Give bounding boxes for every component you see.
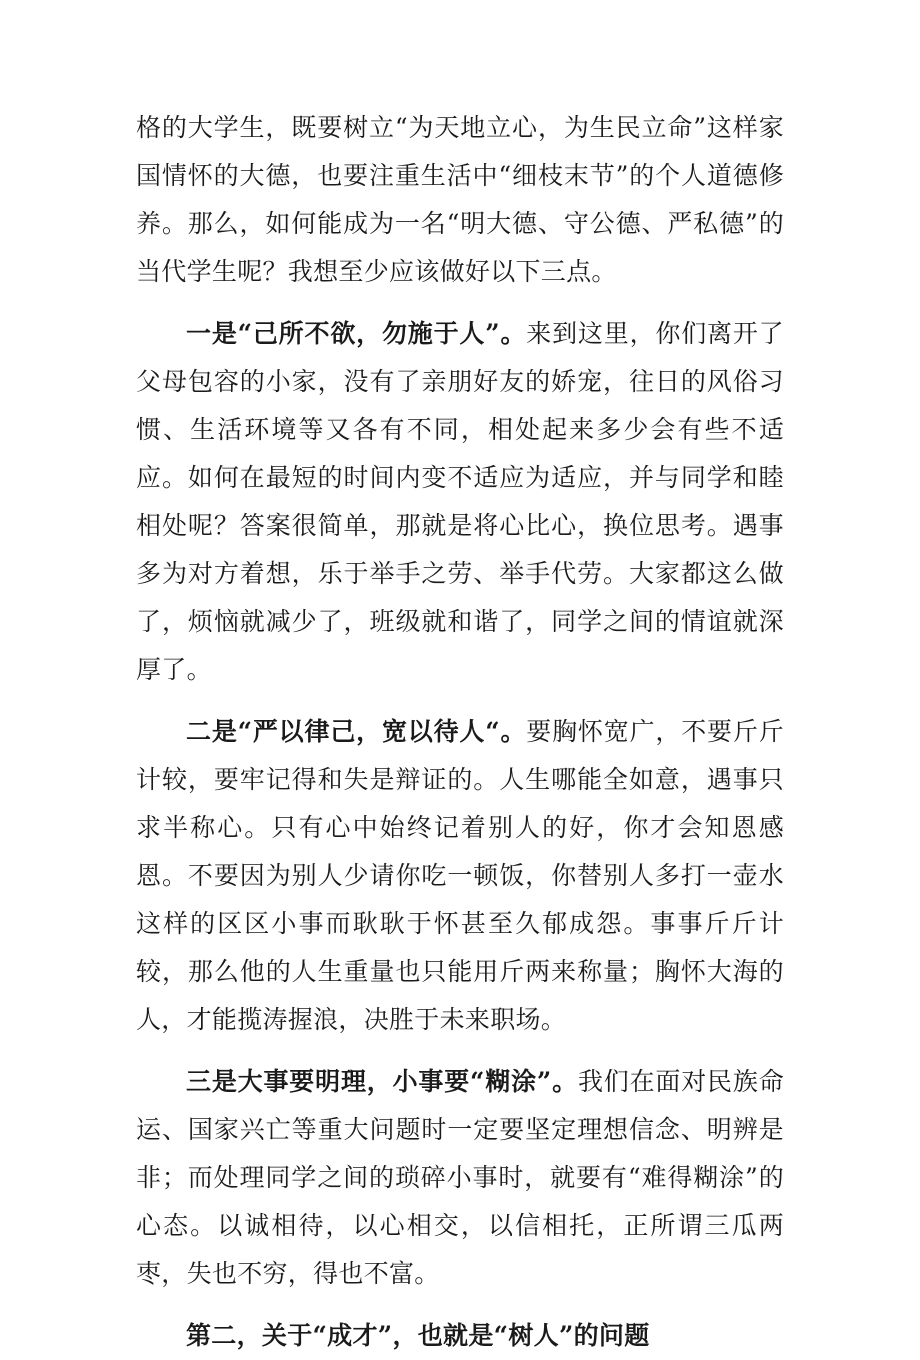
paragraph-text: 我们在面对民族命运、国家兴亡等重大问题时一定要坚定理想信念、明辨是非；而处理同学之间的琐碎小事时，就要有“难得糊涂”的心态。以诚相待，以心相交，以信相托，正所谓三瓜两枣，失也不穷，得也不富。 bbox=[136, 1067, 784, 1288]
paragraph-lead: 二是“严以律己，宽以待人“。 bbox=[186, 717, 527, 746]
paragraph-intro bbox=[136, 104, 784, 296]
section-heading: 第二，关于“成才”，也就是“树人”的问题 bbox=[186, 1321, 650, 1350]
paragraph-text: 来到这里，你们离开了父母包容的小家，没有了亲朋好友的娇宠，往日的风俗习惯、生活环境等又各有不同，相处起来多少会有些不适应。如何在最短的时间内变不适应为适应，并与同学和睦相处呢？答案很简单，那就是将心比心，换位思考。遇事多为对方着想，乐于举手之劳、举手代劳。大家都这么做了，烦恼就减少了，班级就和谐了，同学之间的情谊就深厚了。 bbox=[136, 319, 784, 684]
paragraph-lead: 三是大事要明理，小事要“糊涂”。 bbox=[186, 1067, 578, 1096]
paragraph-text: 格的大学生，既要树立“为天地立心，为生民立命”这样家国情怀的大德，也要注重生活中“细枝末节”的个人道德修养。那么，如何能成为一名“明大德、守公德、严私德”的当代学生呢？我想至少应该做好以下三点。 bbox=[136, 113, 784, 286]
paragraph-point-three bbox=[136, 1058, 784, 1298]
paragraph-text: 要胸怀宽广，不要斤斤计较，要牢记得和失是辩证的。人生哪能全如意，遇事只求半称心。只有心中始终记着别人的好，你才会知恩感恩。不要因为别人少请你吃一顿饭，你替别人多打一壶水这样的区区小事而耿耿于怀甚至久郁成怨。事事斤斤计较，那么他的人生重量也只能用斤两来称量；胸怀大海的人，才能揽涛握浪，决胜于未来职场。 bbox=[136, 717, 784, 1034]
document-body bbox=[136, 104, 784, 1360]
paragraph-lead: 一是“己所不欲，勿施于人”。 bbox=[186, 319, 527, 348]
paragraph-point-two bbox=[136, 708, 784, 1044]
paragraph-point-one bbox=[136, 310, 784, 694]
